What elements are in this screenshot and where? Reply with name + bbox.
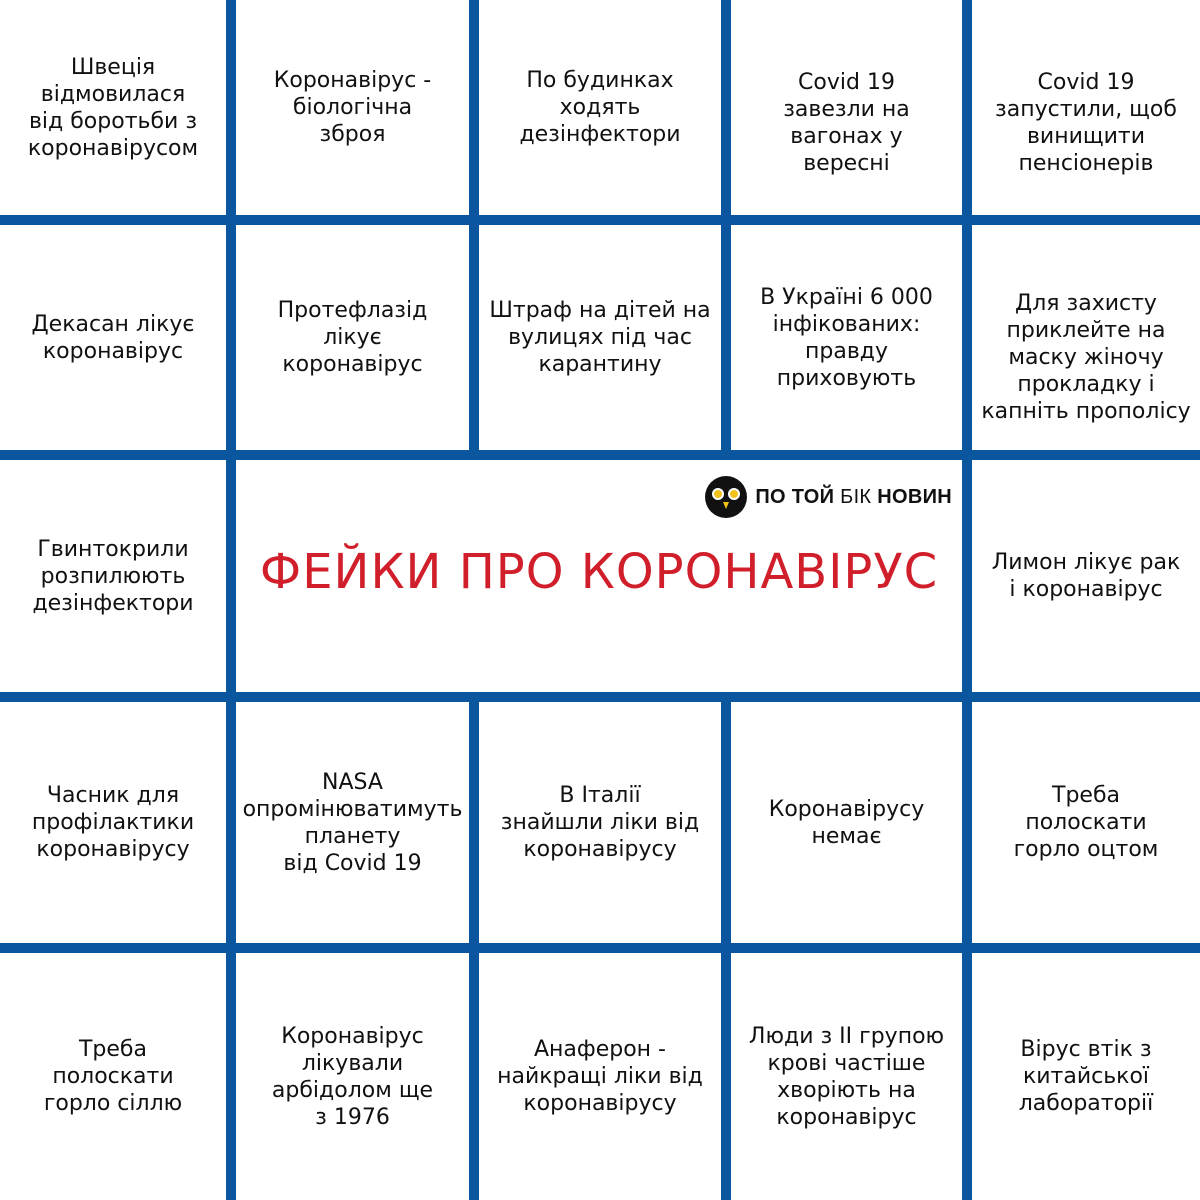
grid-line	[469, 697, 479, 1200]
bingo-cell: В Україні 6 000 інфікованих: правду приховують	[760, 284, 933, 391]
bingo-cell: По будинках ходять дезінфектори	[519, 68, 681, 147]
brand-logo	[705, 476, 952, 518]
bingo-cell: Коронавірусу немає	[768, 796, 925, 849]
bingo-cell: Коронавірус - біологічна зброя	[273, 68, 432, 147]
grid-line	[0, 943, 1200, 953]
bingo-cell: В Італії знайшли ліки від коронавірусу	[500, 783, 700, 862]
bingo-cell: Люди з II групою крові частіше хворіють на коронавірус	[748, 1023, 945, 1130]
bingo-cell: Covid 19 завезли на вагонах у вересні	[783, 69, 910, 176]
page-title: ФЕЙКИ ПРО КОРОНАВІРУС	[259, 544, 939, 600]
center-title-cell	[236, 460, 962, 693]
grid-line	[962, 0, 972, 1200]
bingo-cell: Для захисту приклейте на маску жіночу прокладку і капніть прополісу	[981, 291, 1191, 424]
grid-line	[0, 692, 1200, 702]
brand-name: ПО ТОЙ БІК НОВИН	[755, 485, 952, 508]
grid-line	[721, 697, 731, 1200]
bingo-cell: Треба полоскати горло оцтом	[1013, 783, 1159, 862]
bingo-cell: Протефлазід лікує коронавірус	[277, 298, 428, 377]
bingo-cell: Треба полоскати горло сіллю	[43, 1037, 183, 1116]
bingo-cell: Вірус втік з китайської лабораторії	[1018, 1037, 1154, 1116]
grid-line	[469, 0, 479, 455]
bingo-cell: Декасан лікує коронавірус	[31, 311, 195, 364]
bingo-cell: Штраф на дітей на вулицях під час карантину	[489, 298, 711, 377]
bingo-cell: Гвинтокрили розпилюють дезінфектори	[32, 536, 194, 616]
grid-line	[721, 0, 731, 455]
bingo-cell: Лимон лікує рак і коронавірус	[991, 550, 1181, 602]
bingo-cell: Коронавірус лікували арбідолом ще з 1976	[271, 1023, 434, 1130]
bingo-cell: NASA опромінюватимуть планету від Covid 19	[242, 769, 463, 876]
bingo-cell: Швеція відмовилася від боротьби з коронавірусом	[27, 54, 199, 161]
bingo-cell: Анаферон - найкращі ліки від коронавірусу	[497, 1037, 703, 1116]
bingo-cell: Covid 19 запустили, щоб винищити пенсіонерів	[995, 69, 1177, 176]
bingo-cell: Часник для профілактики коронавірусу	[31, 783, 195, 862]
owl-icon	[705, 476, 747, 518]
grid-line	[226, 0, 236, 1200]
